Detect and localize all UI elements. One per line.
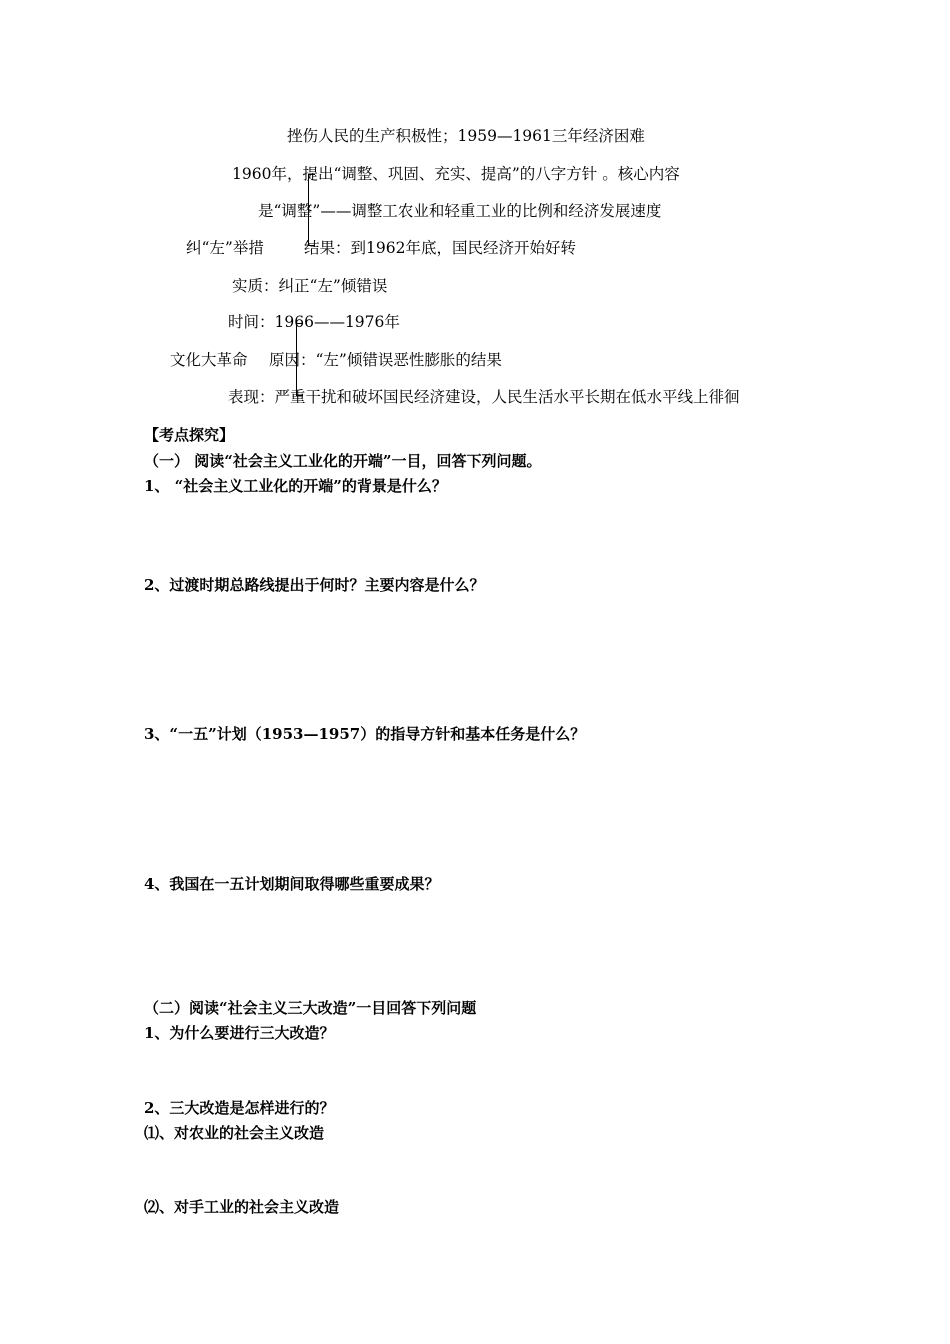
outline-line-time: 时间：1966——1976年 <box>228 313 400 331</box>
question-6b: ⑵、对手工业的社会主义改造 <box>144 1198 340 1216</box>
question-6a: ⑴、对农业的社会主义改造 <box>144 1124 325 1142</box>
exam-heading: 【考点探究】 <box>144 426 235 444</box>
question-1: 1、 “社会主义工业化的开端”的背景是什么？ <box>144 477 447 495</box>
outline-line-difficulty: 挫伤人民的生产积极性；1959—1961三年经济困难 <box>287 127 645 145</box>
part2-title: （二）阅读“社会主义三大改造”一目回答下列问题 <box>144 999 477 1017</box>
question-2: 2、过渡时期总路线提出于何时？主要内容是什么？ <box>144 576 485 594</box>
part1-title: （一） 阅读“社会主义工业化的开端”一目，回答下列问题。 <box>144 452 542 470</box>
question-4: 4、我国在一五计划期间取得哪些重要成果？ <box>144 875 440 893</box>
question-6: 2、三大改造是怎样进行的？ <box>144 1099 335 1117</box>
outline-bracket-cultural-revolution <box>296 323 303 396</box>
question-3: 3、“一五”计划（1953—1957）的指导方针和基本任务是什么？ <box>144 725 586 743</box>
outline-line-essence: 实质：纠正“左”倾错误 <box>232 277 388 295</box>
question-5: 1、为什么要进行三大改造？ <box>144 1024 335 1042</box>
outline-line-result: 结果：到1962年底，国民经济开始好转 <box>304 239 576 257</box>
outline-line-cause: 原因：“左”倾错误恶性膨胀的结果 <box>269 351 502 369</box>
outline-line-eight-character-policy: 1960年，提出“调整、巩固、充实、提高”的八字方针 。核心内容 <box>232 165 680 183</box>
outline-bracket-measures <box>308 174 315 246</box>
outline-line-manifestation: 表现：严重干扰和破坏国民经济建设，人民生活水平长期在低水平线上徘徊 <box>228 388 740 406</box>
outline-label-cultural-revolution: 文化大革命 <box>170 351 248 369</box>
outline-label-correct-left: 纠“左”举措 <box>186 239 264 257</box>
outline-line-adjustment-core: 是“调整”——调整工农业和轻重工业的比例和经济发展速度 <box>258 202 662 220</box>
